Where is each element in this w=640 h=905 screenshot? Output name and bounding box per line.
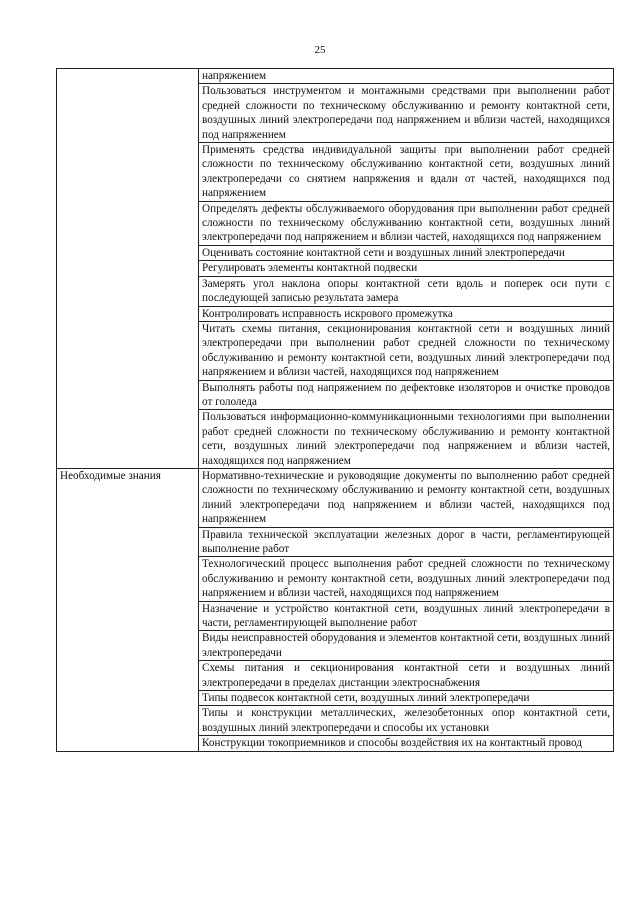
skill-item: Выполнять работы под напряжением по дефектовке изоляторов и очистке проводов от гололеда (199, 380, 614, 410)
knowledge-item: Назначение и устройство контактной сети, воздушных линий электропередачи в части, регламентирующей выполнение работ (199, 601, 614, 631)
skill-item: Регулировать элементы контактной подвески (199, 261, 614, 276)
knowledge-label: Необходимые знания (57, 468, 199, 751)
skill-item: Оценивать состояние контактной сети и воздушных линий электропередачи (199, 245, 614, 260)
knowledge-item: Типы подвесок контактной сети, воздушных линий электропередачи (199, 691, 614, 706)
knowledge-item: Схемы питания и секционирования контактной сети и воздушных линий электропередачи в пределах дистанции электроснабжения (199, 661, 614, 691)
knowledge-item: Нормативно-технические и руководящие документы по выполнению работ средней сложности по техническому обслуживанию и ремонту контактной сети, воздушных линий электропередачи под напряжением и вблизи частей, находящихся под напряжением (199, 468, 614, 527)
skill-item: Замерять угол наклона опоры контактной сети вдоль и поперек оси пути с последующей записью результата замера (199, 276, 614, 306)
knowledge-item: Типы и конструкции металлических, железобетонных опор контактной сети, воздушных линий электропередачи и способы их установки (199, 706, 614, 736)
skill-item: Пользоваться информационно-коммуникационными технологиями при выполнении работ средней сложности по техническому обслуживанию и ремонту контактной сети, воздушных линий электропередачи под напряжением и вблизи частей, находящихся под напряжением (199, 410, 614, 469)
skills-label-cell (57, 69, 199, 469)
knowledge-item: Конструкции токоприемников и способы воздействия их на контактный провод (199, 736, 614, 751)
knowledge-item: Правила технической эксплуатации железных дорог в части, регламентирующей выполнение работ (199, 527, 614, 557)
knowledge-item: Технологический процесс выполнения работ средней сложности по техническому обслуживанию и ремонту контактной сети, воздушных линий электропередачи под напряжением и вблизи частей, находящихся под напряжением (199, 557, 614, 601)
skill-item: Контролировать исправность искрового промежутка (199, 306, 614, 321)
knowledge-item: Виды неисправностей оборудования и элементов контактной сети, воздушных линий электропередачи (199, 631, 614, 661)
table-row (57, 468, 614, 527)
skill-item: Применять средства индивидуальной защиты при выполнении работ средней сложности по техническому обслуживанию контактной сети, воздушных линий электропередачи со снятием напряжения и вдали от частей, находящихся под напряжением (199, 143, 614, 202)
skill-item: напряжением (199, 69, 614, 84)
page-number: 25 (314, 44, 326, 56)
skill-item: Определять дефекты обслуживаемого оборудования при выполнении работ средней сложности по техническому обслуживанию контактной сети, воздушных линий электропередачи под напряжением и вблизи частей, находящихся под напряжением (199, 201, 614, 245)
requirements-table (56, 68, 614, 752)
skill-item: Пользоваться инструментом и монтажными средствами при выполнении работ средней сложности по техническому обслуживанию и ремонту контактной сети, воздушных линий электропередачи под напряжением и вблизи частей, находящихся под напряжением (199, 84, 614, 143)
table-row (57, 69, 614, 84)
skill-item: Читать схемы питания, секционирования контактной сети и воздушных линий электропередачи при выполнении работ средней сложности по техническому обслуживанию и ремонту контактной сети, воздушных линий электропередачи под напряжением и вблизи частей, находящихся под напряжением (199, 321, 614, 380)
